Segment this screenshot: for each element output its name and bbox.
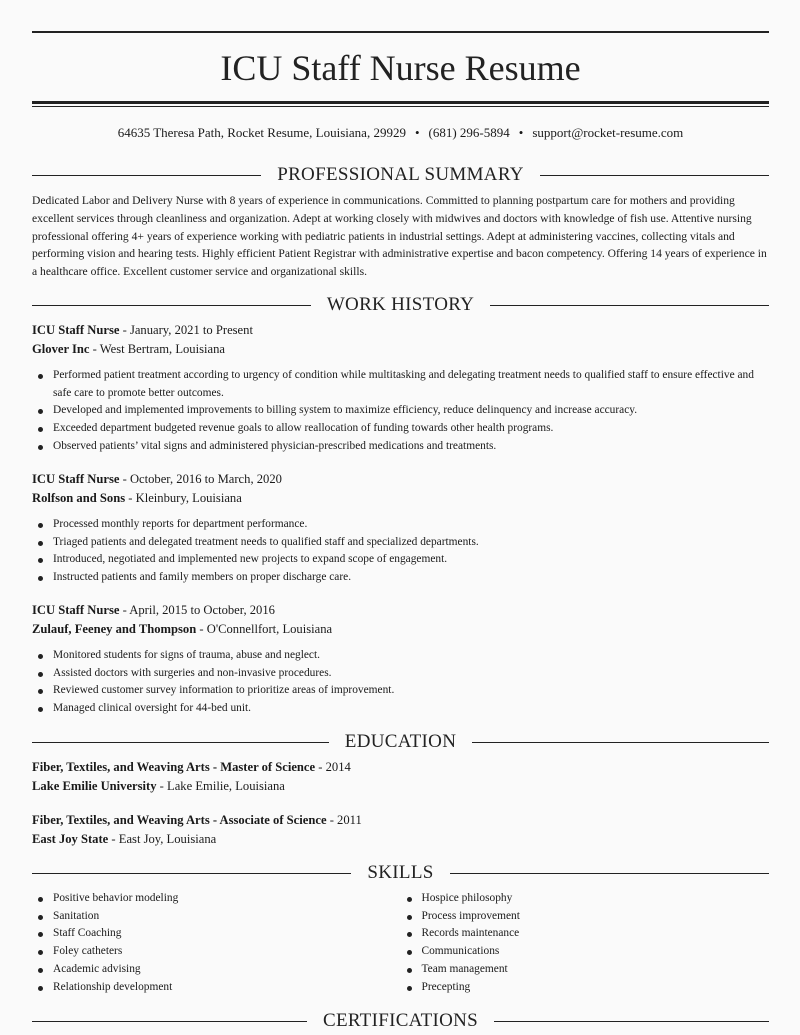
- education-entry: [32, 811, 769, 849]
- school-location: - Lake Emilie, Louisiana: [156, 779, 285, 793]
- list-item: Introduced, negotiated and implemented new projects to expand scope of engagement.: [32, 551, 769, 569]
- heading-rule: [540, 175, 769, 176]
- list-item: Performed patient treatment according to urgency of condition while multitasking and delegating treatment needs to qualified staff to ensure effective and safe care to promote better outcomes.: [32, 367, 769, 402]
- contact-separator: •: [518, 125, 524, 140]
- job-company: Rolfson and Sons: [32, 491, 126, 505]
- job-title: ICU Staff Nurse: [32, 472, 120, 486]
- contact-address: 64635 Theresa Path, Rocket Resume, Louisiana, 29929: [117, 125, 406, 140]
- list-item: Precepting: [401, 979, 770, 997]
- section-title: SKILLS: [367, 862, 434, 883]
- section-title: EDUCATION: [344, 731, 457, 752]
- title-rule-thin: [32, 106, 769, 107]
- skills-column-left: [32, 890, 401, 996]
- job-title: ICU Staff Nurse: [32, 323, 120, 337]
- job-bullets: [32, 516, 769, 587]
- list-item: Process improvement: [401, 908, 770, 926]
- job-company: Glover Inc: [32, 342, 90, 356]
- list-item: Communications: [401, 943, 770, 961]
- heading-rule: [32, 305, 311, 306]
- heading-rule: [32, 1021, 307, 1022]
- list-item: Academic advising: [32, 961, 401, 979]
- heading-rule: [472, 742, 769, 743]
- section-heading-skills: [32, 861, 769, 885]
- section-title: CERTIFICATIONS: [322, 1010, 479, 1031]
- list-item: Assisted doctors with surgeries and non-invasive procedures.: [32, 665, 769, 683]
- school-name: Lake Emilie University: [32, 779, 157, 793]
- job-dates: - April, 2015 to October, 2016: [119, 603, 275, 617]
- list-item: Team management: [401, 961, 770, 979]
- school-location: - East Joy, Louisiana: [108, 832, 217, 846]
- degree: Fiber, Textiles, and Weaving Arts - Associate of Science: [32, 813, 327, 827]
- list-item: Reviewed customer survey information to prioritize areas of improvement.: [32, 682, 769, 700]
- list-item: Developed and implemented improvements to billing system to maximize efficiency, reduce delinquency and increase accuracy.: [32, 402, 769, 420]
- skills-column-right: [401, 890, 770, 996]
- job-location: - West Bertram, Louisiana: [89, 342, 225, 356]
- school-name: East Joy State: [32, 832, 109, 846]
- contact-line: [32, 124, 769, 142]
- section-heading-certifications: [32, 1009, 769, 1033]
- job-entry: [32, 470, 769, 587]
- heading-rule: [32, 873, 351, 874]
- degree: Fiber, Textiles, and Weaving Arts - Master of Science: [32, 760, 316, 774]
- list-item: Exceeded department budgeted revenue goals to allow reallocation of funding towards other health programs.: [32, 420, 769, 438]
- list-item: Observed patients’ vital signs and administered physician-prescribed medications and treatments.: [32, 438, 769, 456]
- heading-rule: [490, 305, 769, 306]
- list-item: Instructed patients and family members on proper discharge care.: [32, 569, 769, 587]
- job-entry: [32, 321, 769, 456]
- list-item: Processed monthly reports for department performance.: [32, 516, 769, 534]
- section-heading-summary: [32, 163, 769, 187]
- job-location: - Kleinbury, Louisiana: [125, 491, 242, 505]
- list-item: Monitored students for signs of trauma, abuse and neglect.: [32, 647, 769, 665]
- job-dates: - January, 2021 to Present: [119, 323, 253, 337]
- top-rule: [32, 31, 769, 33]
- heading-rule: [32, 742, 329, 743]
- section-heading-education: [32, 730, 769, 754]
- section-heading-work-history: [32, 293, 769, 317]
- skills-list: [32, 890, 769, 996]
- list-item: Foley catheters: [32, 943, 401, 961]
- job-location: - O'Connellfort, Louisiana: [196, 622, 333, 636]
- list-item: Managed clinical oversight for 44-bed unit.: [32, 700, 769, 718]
- contact-separator: •: [414, 125, 420, 140]
- list-item: Staff Coaching: [32, 925, 401, 943]
- graduation-year: - 2014: [315, 760, 351, 774]
- job-dates: - October, 2016 to March, 2020: [119, 472, 282, 486]
- job-title: ICU Staff Nurse: [32, 603, 120, 617]
- title-rule-thick: [32, 101, 769, 104]
- section-title: WORK HISTORY: [326, 294, 475, 315]
- contact-email: support@rocket-resume.com: [532, 125, 684, 140]
- section-title: PROFESSIONAL SUMMARY: [277, 164, 524, 185]
- list-item: Sanitation: [32, 908, 401, 926]
- heading-rule: [494, 1021, 769, 1022]
- graduation-year: - 2011: [326, 813, 362, 827]
- summary-text: Dedicated Labor and Delivery Nurse with 8 years of experience in communications. Committed to planning postpartum care for mothers and providing excellent services through cleanliness and organization. Adept at working closely with midwives and doctors with knowledge of fish use. Attentive nursing professional offering 4+ years of experience working with pediatric patients in industrial settings. Adept at administering vaccines, collecting vitals and performing vision and hearing tests. Highly efficient Patient Registrar with administrative expertise and bacon competency. Offering 14 years of experience in a healthcare office. Excellent customer service and organizational skills.: [32, 194, 767, 279]
- job-bullets: [32, 647, 769, 718]
- job-bullets: [32, 367, 769, 456]
- contact-phone: (681) 296-5894: [428, 125, 510, 140]
- job-company: Zulauf, Feeney and Thompson: [32, 622, 197, 636]
- list-item: Positive behavior modeling: [32, 890, 401, 908]
- education-entry: [32, 758, 769, 796]
- list-item: Relationship development: [32, 979, 401, 997]
- list-item: Records maintenance: [401, 925, 770, 943]
- list-item: Triaged patients and delegated treatment needs to qualified staff and specialized departments.: [32, 534, 769, 552]
- list-item: Hospice philosophy: [401, 890, 770, 908]
- heading-rule: [450, 873, 769, 874]
- job-entry: [32, 601, 769, 718]
- heading-rule: [32, 175, 261, 176]
- resume-title: ICU Staff Nurse Resume: [220, 48, 581, 88]
